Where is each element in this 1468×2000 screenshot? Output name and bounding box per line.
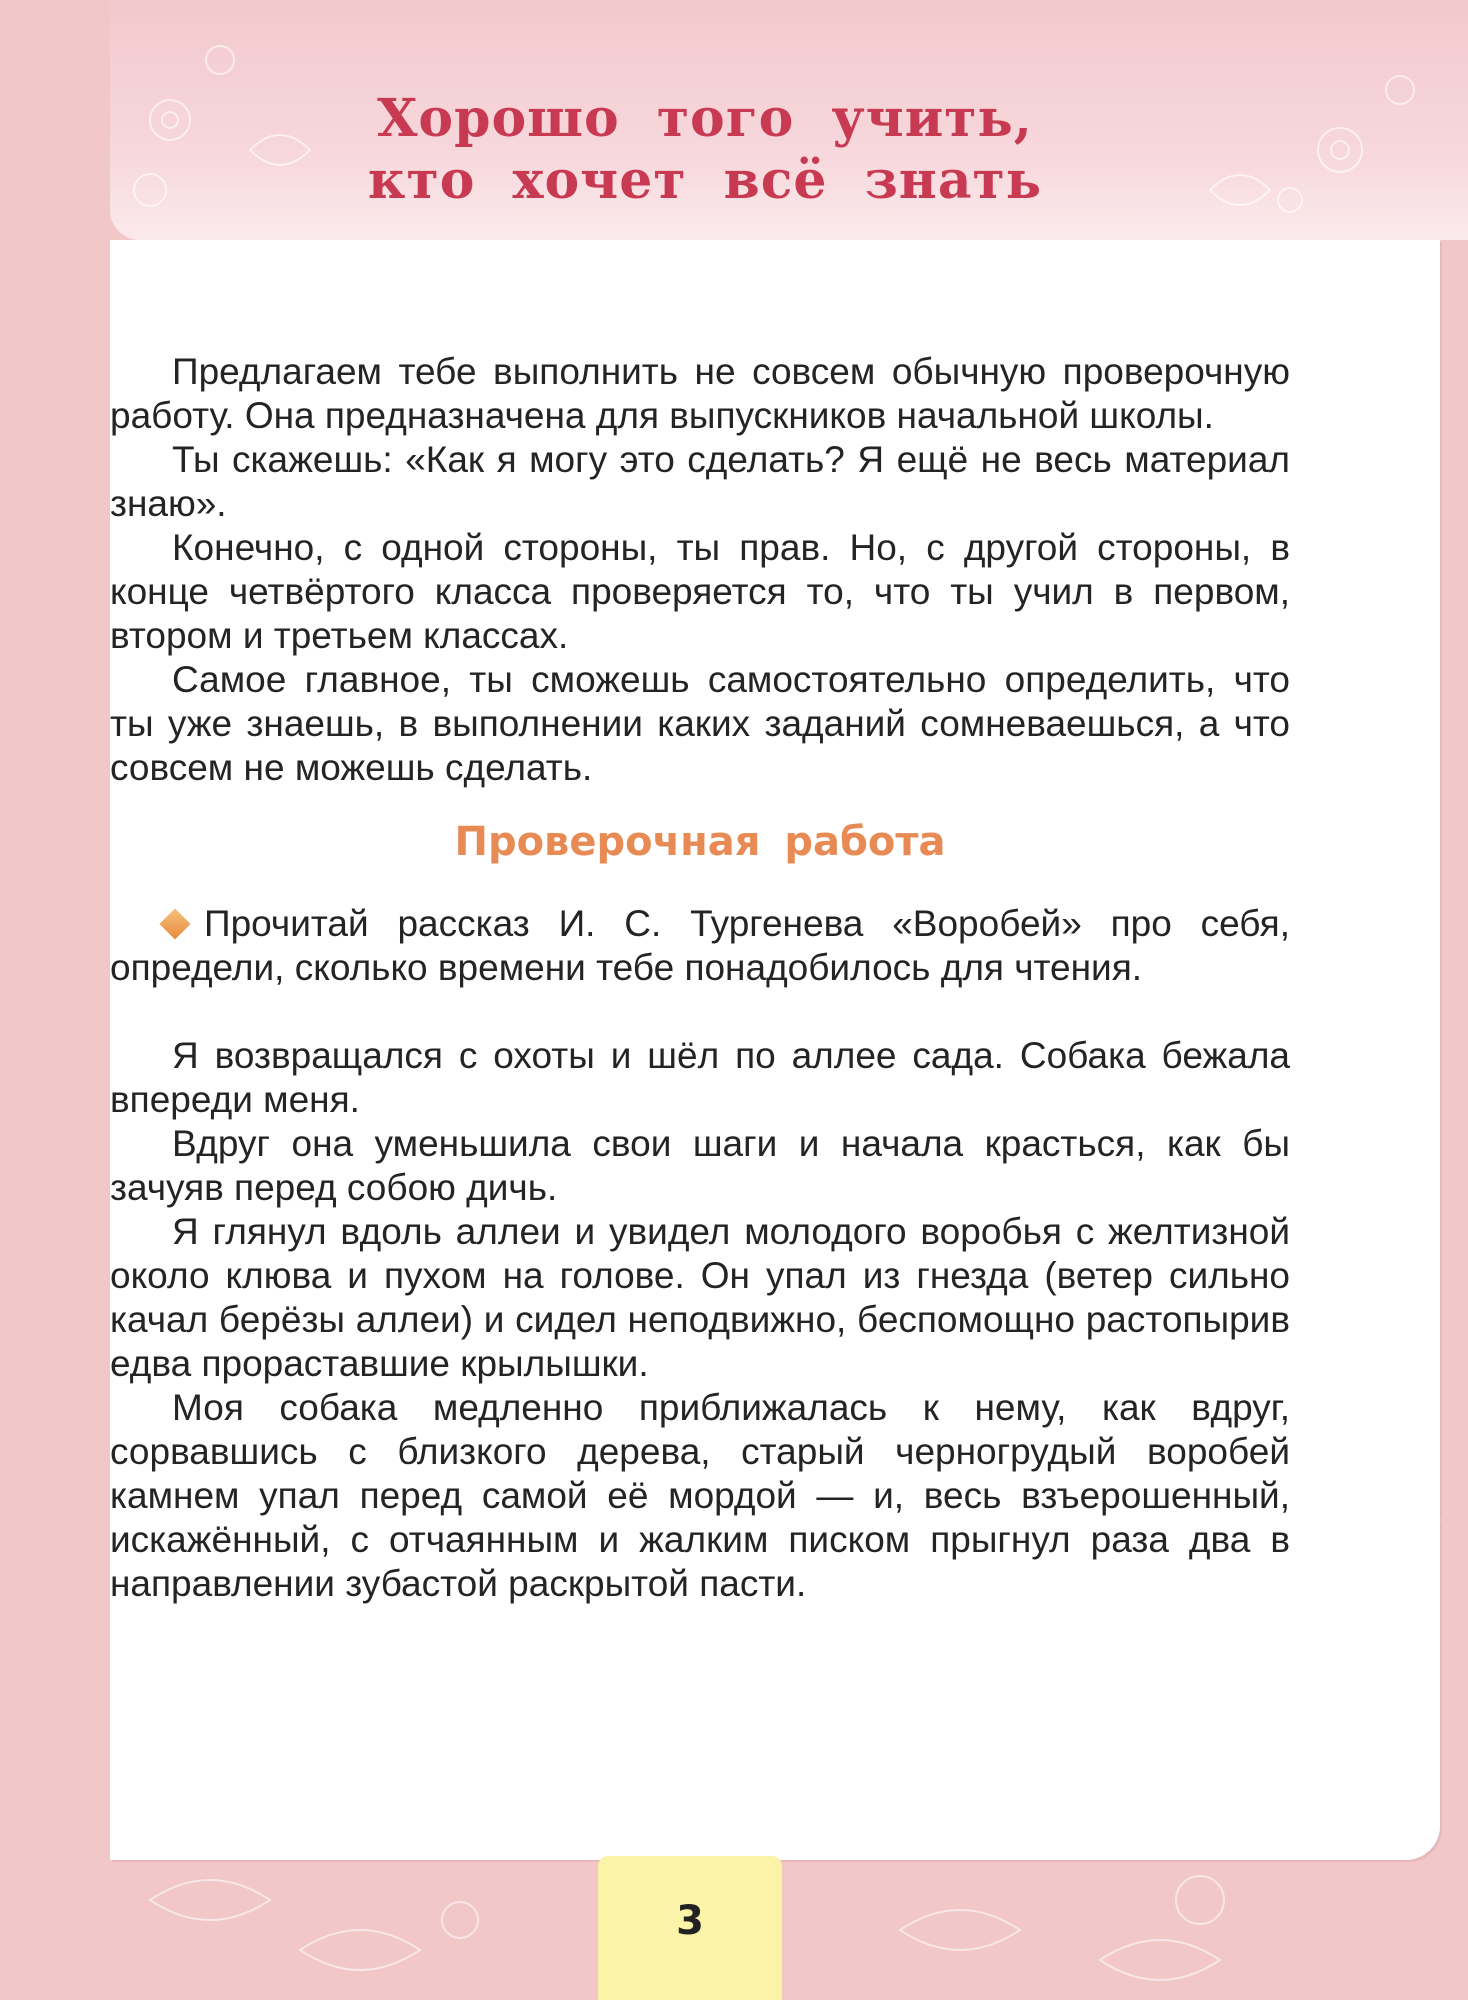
task-paragraph: [110, 902, 1290, 990]
text-column: [110, 350, 1290, 1606]
intro-paragraph-3: Конечно, с одной стороны, ты прав. Но, с другой стороны, в конце четвёртого класса проверяется то, что ты учил в первом, втором и третьем классах.: [110, 527, 1290, 656]
section-heading: Проверочная работа: [454, 819, 946, 865]
title-line-1: Хорошо того учить,: [377, 88, 1033, 149]
task-text: Прочитай рассказ И. С. Тургенева «Воробей» про себя, определи, сколько времени тебе понадобилось для чтения.: [110, 903, 1290, 988]
story-paragraph-1: Я возвращался с охоты и шёл по аллее сада. Собака бежала впереди меня.: [110, 1035, 1290, 1120]
intro-paragraph-1: Предлагаем тебе выполнить не совсем обычную проверочную работу. Она предназначена для выпускников начальной школы.: [110, 351, 1290, 436]
intro-paragraph-4: Самое главное, ты сможешь самостоятельно определить, что ты уже знаешь, в выполнении каких заданий сомневаешься, а что совсем не можешь сделать.: [110, 659, 1290, 788]
story-paragraph-4: Моя собака медленно приближалась к нему, как вдруг, сорвавшись с близкого дерева, старый черногрудый воробей камнем упал перед самой её мордой — и, весь взъерошенный, искажённый, с отчаянным и жалким писком прыгнул раза два в направлении зубастой раскрытой пасти.: [110, 1387, 1290, 1604]
story-paragraph-3: Я глянул вдоль аллеи и увидел молодого воробья с желтизной около клюва и пухом на голове. Он упал из гнезда (ветер сильно качал берёзы аллеи) и сидел неподвижно, беспомощно растопырив едва прораставшие крылышки.: [110, 1211, 1290, 1384]
intro-paragraph-2: Ты скажешь: «Как я могу это сделать? Я ещё не весь материал знаю».: [110, 439, 1290, 524]
story-paragraph-2: Вдруг она уменьшила свои шаги и начала красться, как бы зачуяв перед собою дичь.: [110, 1123, 1290, 1208]
diamond-bullet-icon: [159, 909, 190, 940]
page-title: [110, 88, 1300, 212]
title-line-2: кто хочет всё знать: [367, 150, 1043, 211]
content-page: [110, 240, 1440, 1860]
spacer: [110, 990, 1290, 1034]
page-number: 3: [598, 1856, 782, 2000]
